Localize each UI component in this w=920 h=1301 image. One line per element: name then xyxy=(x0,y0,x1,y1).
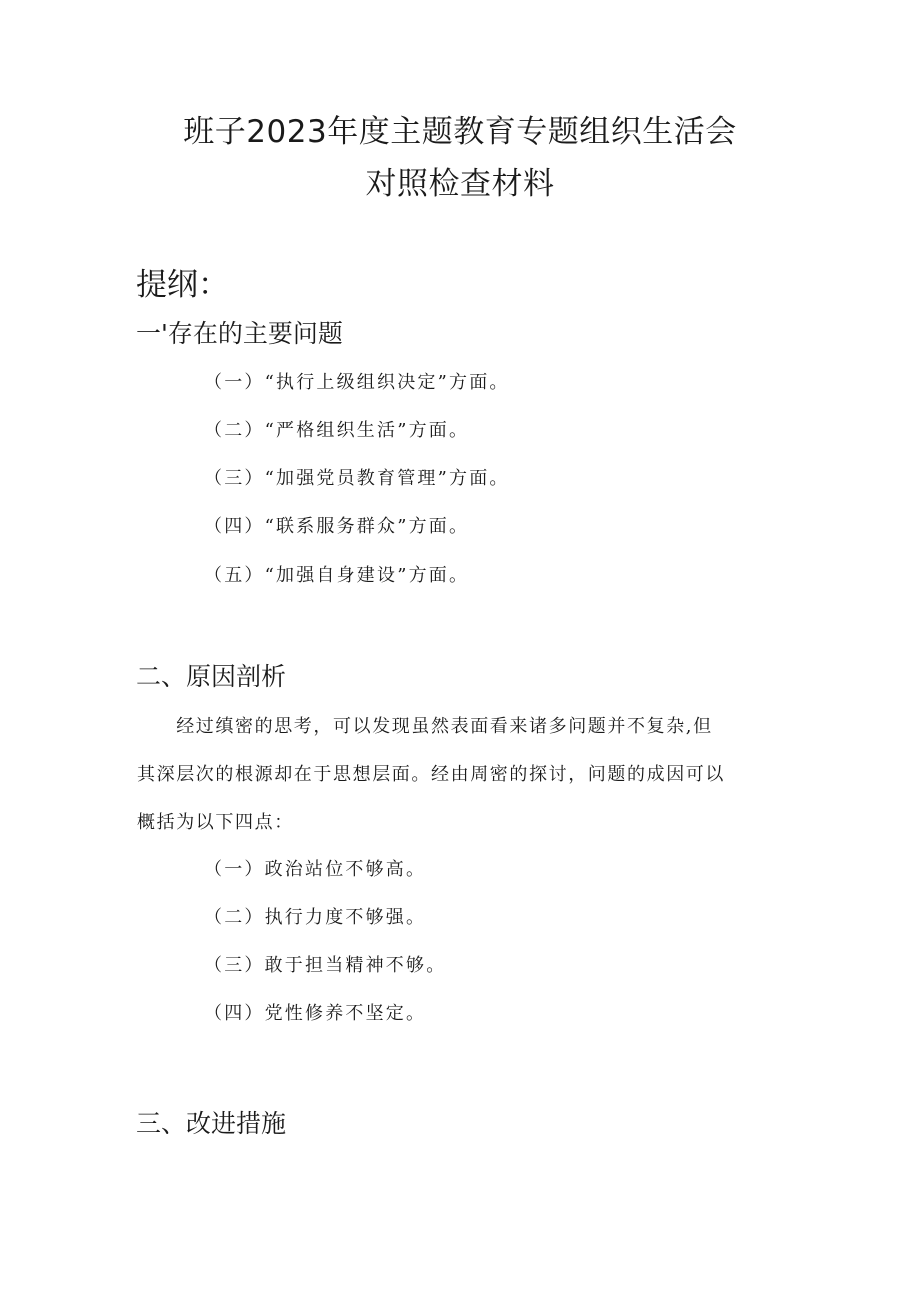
cause-item-3: （三）敢于担当精神不够。 xyxy=(204,955,447,976)
document-title-line2: 对照检查材料 xyxy=(365,166,555,202)
section-heading-cause-analysis: 二、原因剖析 xyxy=(136,662,287,691)
problem-item-3: （三）“加强党员教育管理”方面。 xyxy=(204,468,510,489)
document-title-line1: 班子2023年度主题教育专题组织生活会 xyxy=(183,114,737,150)
outline-label: 提纲： xyxy=(136,267,229,303)
analysis-paragraph-line3: 概括为以下四点： xyxy=(137,812,294,833)
cause-item-4: （四）党性修养不坚定。 xyxy=(204,1003,427,1024)
analysis-paragraph-line2: 其深层次的根源却在于思想层面。经由周密的探讨，问题的成因可以 xyxy=(137,764,725,785)
cause-item-2: （二）执行力度不够强。 xyxy=(204,907,427,928)
section-heading-improvement-measures: 三、改进措施 xyxy=(136,1109,287,1138)
problem-item-4: （四）“联系服务群众”方面。 xyxy=(204,516,470,537)
cause-item-1: （一）政治站位不够高。 xyxy=(204,859,427,880)
problem-item-5: （五）“加强自身建设”方面。 xyxy=(204,565,470,586)
analysis-paragraph-line1: 经过缜密的思考，可以发现虽然表面看来诸多问题并不复杂,但 xyxy=(137,716,713,737)
problem-item-1: （一）“执行上级组织决定”方面。 xyxy=(204,372,510,393)
section-heading-problems: 一'存在的主要问题 xyxy=(136,319,343,348)
problem-item-2: （二）“严格组织生活”方面。 xyxy=(204,420,470,441)
